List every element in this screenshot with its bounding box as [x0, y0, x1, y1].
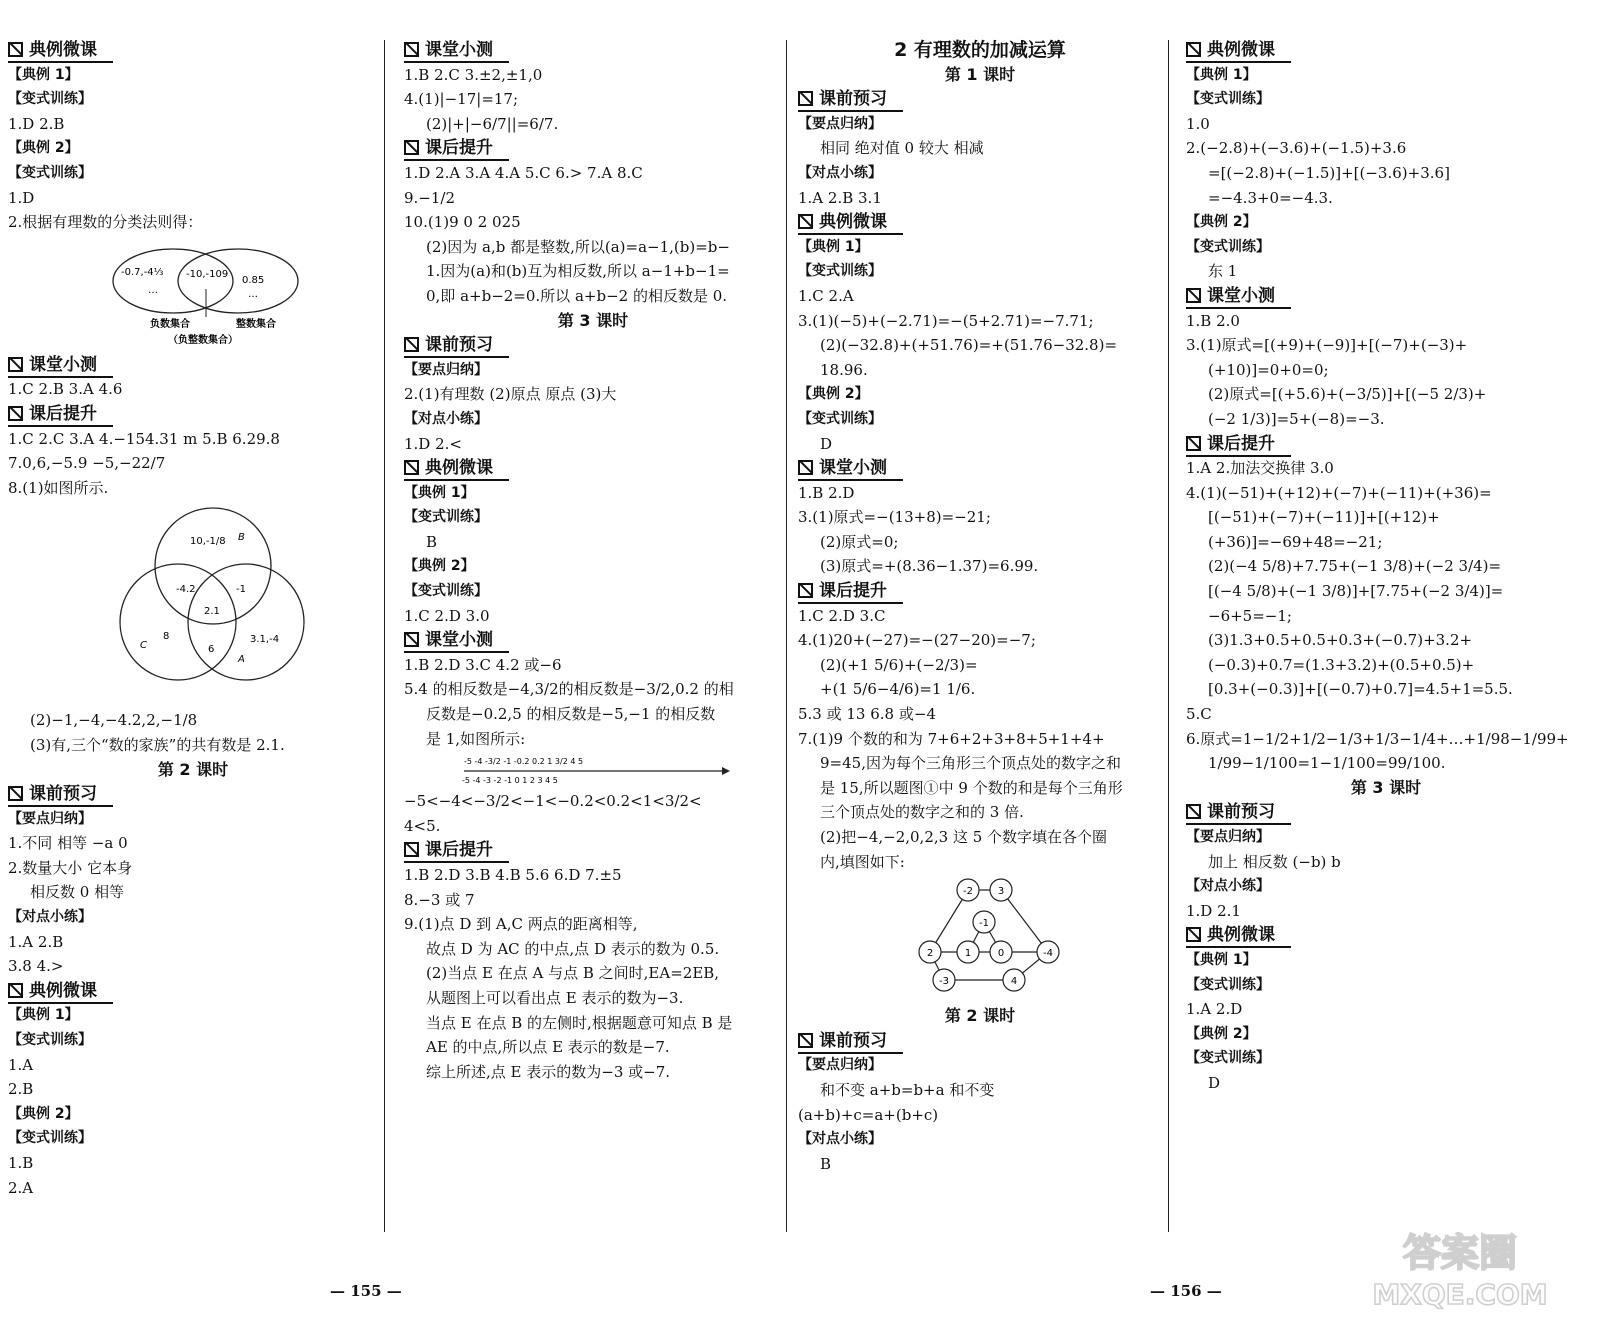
answer-line: [(−51)+(−7)+(−11)]+[(+12)+: [1208, 508, 1440, 527]
node-a: -2: [963, 886, 973, 898]
section-header: 典例微课: [8, 980, 113, 1004]
tag-line: 【典例 2】: [1186, 1025, 1257, 1042]
answer-line: 1.D 2.A 3.A 4.A 5.C 6.> 7.A 8.C: [404, 163, 643, 182]
answer-line: 7.(1)9 个数的和为 7+6+2+3+8+5+1+4+: [798, 729, 1105, 748]
tag-line: 【要点归纳】: [404, 361, 488, 378]
tag-line: 【典例 2】: [8, 140, 79, 157]
answer-line: (3)原式=+(8.36−1.37)=6.99.: [820, 557, 1039, 576]
watermark-logo: [1350, 1226, 1570, 1312]
answer-line: 1.A 2.B: [8, 932, 64, 951]
venn2-c2: -1: [236, 584, 246, 596]
section-icon: [8, 357, 23, 372]
column-1: [8, 38, 378, 1200]
section-icon: [8, 786, 23, 801]
section-icon: [798, 1033, 813, 1048]
column-2: [404, 38, 782, 1084]
answer-line: B: [426, 532, 438, 551]
column-rule-2: [786, 40, 787, 1232]
section-header: 课后提升: [798, 580, 903, 604]
section-header: 课前预习: [798, 88, 903, 112]
lesson-title: 第 2 课时: [944, 1006, 1016, 1026]
node-b: 3: [997, 886, 1005, 898]
section-header: 典例微课: [798, 211, 903, 235]
answer-line: =[(−2.8)+(−1.5)]+[(−3.6)+3.6]: [1208, 163, 1450, 182]
numline-bottom-labels: -5 -4 -3 -2 -1 0 1 2 3 4 5: [462, 776, 558, 786]
venn2-label-c: C: [140, 640, 147, 652]
answer-line: 1.A 2.B 3.1: [798, 188, 882, 207]
answer-line: 和不变 a+b=b+a 和不变: [820, 1080, 995, 1099]
answer-line: 1.B 2.0: [1186, 311, 1240, 330]
venn2-c4: 8: [163, 631, 170, 643]
venn2-b: B: [238, 532, 245, 544]
answer-line: 故点 D 为 AC 的中点,点 D 表示的数为 0.5.: [426, 939, 720, 958]
answer-line: AE 的中点,所以点 E 表示的数是−7.: [426, 1038, 670, 1057]
tag-line: 【典例 1】: [8, 1007, 79, 1024]
answer-line: −5<−4<−3/2<−1<−0.2<0.2<1<3/2<: [404, 792, 702, 811]
section-header: 课后提升: [404, 839, 509, 863]
answer-line: 1.D 2.1: [1186, 901, 1241, 920]
tag-line: 【要点归纳】: [1186, 829, 1270, 845]
chapter-title: 2 有理数的加减运算: [894, 39, 1066, 61]
answer-line: 9=45,因为每个三角形三个顶点处的数字之和: [820, 754, 1121, 773]
section-icon: [8, 406, 23, 421]
venn1-right: 0.85: [242, 274, 265, 286]
answer-line: [0.3+(−0.3)]+[(−0.7)+0.7]=4.5+1=5.5.: [1208, 680, 1513, 699]
answer-line: 3.(1)原式=−(13+8)=−21;: [798, 508, 991, 527]
venn2-label-a: A: [238, 654, 245, 666]
answer-line: 1.D 2.<: [404, 434, 462, 453]
answer-line: 5.4 的相反数是−4,3/2的相反数是−3/2,0.2 的相: [404, 680, 734, 699]
answer-line: 2.A: [8, 1178, 34, 1197]
answer-line: 2.B: [8, 1080, 34, 1099]
tag-line: 【变式训练】: [798, 263, 882, 280]
venn2-a-text: 10,-1/8: [190, 536, 226, 548]
answer-line: 2.根据有理数的分类法则得：: [8, 213, 203, 232]
answer-line: (3)1.3+0.5+0.5+0.3+(−0.7)+3.2+: [1208, 631, 1473, 650]
answer-line: 1.A 2.加法交换律 3.0: [1186, 459, 1334, 478]
tag-line: 【变式训练】: [8, 1130, 92, 1147]
tag-line: 【典例 1】: [1186, 66, 1257, 83]
answer-line: 相同 绝对值 0 较大 相减: [820, 139, 984, 158]
node-h: -3: [939, 976, 949, 988]
answer-line: (2)当点 E 在点 A 与点 B 之间时,EA=2EB,: [426, 964, 720, 983]
tag-line: 【典例 2】: [8, 1105, 79, 1122]
answer-line: 1.C 2.B 3.A 4.6: [8, 380, 123, 399]
answer-line: (−0.3)+0.7=(1.3+3.2)+(0.5+0.5)+: [1208, 655, 1475, 674]
tag-line: 【典例 1】: [8, 66, 79, 83]
venn2-c6: 3.1,-4: [250, 634, 280, 646]
tag-line: 【要点归纳】: [798, 115, 882, 132]
answer-line: 4.(1)(−51)+(+12)+(−7)+(−11)+(+36)=: [1186, 483, 1492, 502]
answer-line: (2)把−4,−2,0,2,3 这 5 个数字填在各个圈: [820, 828, 1108, 846]
tag-line: 【变式训练】: [1186, 976, 1270, 993]
answer-line: 反数是−0.2,5 的相反数是−5,−1 的相反数: [426, 705, 716, 724]
section-icon: [404, 632, 419, 647]
section-icon: [1186, 288, 1201, 303]
tag-line: 【典例 2】: [1186, 214, 1257, 231]
section-icon: [404, 140, 419, 155]
answer-line: 4<5.: [404, 816, 441, 835]
answer-line: 1/99−1/100=1−1/100=99/100.: [1208, 754, 1446, 773]
answer-line: 加上 相反数 (−b) b: [1208, 852, 1341, 871]
column-3: [798, 38, 1162, 1176]
answer-line: (2)因为 a,b 都是整数,所以(a)=a−1,(b)=b−: [426, 237, 730, 256]
page-number-right: — 156 —: [1150, 1282, 1222, 1300]
tag-line: 【变式训练】: [404, 583, 488, 600]
section-header: 课前预习: [404, 334, 509, 358]
venn1-dots2: …: [248, 288, 258, 300]
node-d: 2: [926, 948, 934, 960]
answer-line: (2)(−32.8)+(+51.76)=+(51.76−32.8)=: [820, 336, 1118, 355]
answer-line: 是 15,所以题图①中 9 个数的和是每个三角形: [820, 778, 1123, 797]
answer-line: 1.0: [1186, 114, 1210, 133]
node-f: 0: [997, 948, 1005, 960]
tag-line: 【变式训练】: [8, 91, 92, 108]
answer-line: 从题图上可以看出点 E 表示的数为−3.: [426, 988, 684, 1007]
section-header: 典例微课: [404, 457, 509, 481]
lesson-title: 第 1 课时: [944, 64, 1016, 84]
lesson-title: 第 2 课时: [157, 759, 229, 779]
tag-line: 【变式训练】: [8, 1032, 92, 1049]
section-icon: [1186, 42, 1201, 57]
answer-line: 18.96.: [820, 360, 868, 379]
section-header: 典例微课: [1186, 924, 1291, 948]
tag-line: 【对点小练】: [8, 909, 92, 926]
answer-line: (2)|+|−6/7||=6/7.: [426, 114, 559, 133]
section-header: 课堂小测: [1186, 285, 1291, 309]
tag-line: 【典例 2】: [404, 558, 475, 575]
section-header: 课前预习: [8, 783, 113, 807]
answer-line: 2.(−2.8)+(−3.6)+(−1.5)+3.6: [1186, 139, 1407, 158]
answer-line: 2.(1)有理数 (2)原点 原点 (3)大: [404, 385, 617, 404]
answer-line: 3.8 4.>: [8, 957, 64, 976]
answer-line: 1.B 2.D 3.C 4.2 或−6: [404, 655, 562, 674]
answer-line: (+36)]=−69+48=−21;: [1208, 532, 1383, 551]
answer-line: 10.(1)9 0 2 025: [404, 213, 521, 232]
section-icon: [404, 337, 419, 352]
section-icon: [1186, 804, 1201, 819]
section-icon: [798, 460, 813, 475]
section-header: 课堂小测: [8, 354, 113, 378]
venn-diagram-1: [8, 239, 378, 349]
column-4: [1186, 38, 1586, 1096]
numline-top-labels: -5 -4 -3/2 -1 -0.2 0.2 1 3/2 4 5: [464, 757, 584, 767]
answer-line: 8.(1)如图所示.: [8, 478, 109, 497]
section-icon: [798, 214, 813, 229]
tag-line: 【变式训练】: [1186, 1050, 1270, 1067]
section-header: 课前预习: [1186, 801, 1291, 825]
tag-line: 【变式训练】: [8, 164, 92, 181]
answer-line: (2)(+1 5/6)+(−2/3)=: [820, 655, 978, 674]
answer-line: (2)原式=[(+5.6)+(−3/5)]+[(−5 2/3)+: [1208, 385, 1487, 404]
triangle-circle-diagram: [798, 878, 1162, 1000]
page-number-left: — 155 —: [330, 1282, 402, 1300]
node-g: -4: [1043, 948, 1053, 960]
answer-line: 1.D: [8, 188, 35, 207]
answer-line: 4.(1)20+(−27)=−(27−20)=−7;: [798, 631, 1036, 650]
answer-line: (+10)]=0+0=0;: [1208, 360, 1329, 379]
venn1-label3: （负整数集合）: [168, 334, 238, 346]
section-header: 课后提升: [404, 137, 509, 161]
venn1-label1: 负数集合: [150, 318, 190, 330]
answer-line: 东 1: [1208, 262, 1238, 281]
answer-line: 7.0,6,−5.9 −5,−22/7: [8, 454, 166, 473]
lesson-title: 第 3 课时: [1350, 777, 1422, 797]
tag-line: 【对点小练】: [404, 410, 488, 427]
answer-line: +(1 5/6−4/6)=1 1/6.: [820, 680, 976, 699]
answer-line: 9.(1)点 D 到 A,C 两点的距离相等,: [404, 915, 638, 934]
watermark-top: 答案圈: [1402, 1231, 1518, 1275]
answer-line: 6.原式=1−1/2+1/2−1/3+1/3−1/4+…+1/98−1/99+: [1186, 729, 1569, 748]
column-rule-1: [384, 40, 385, 1232]
venn1-left: -0.7,-4⅓: [121, 266, 164, 278]
answer-line: 1.B: [8, 1154, 34, 1172]
answer-line: (2)−1,−4,−4.2,2,−1/8: [30, 711, 198, 730]
answer-line: (a+b)+c=a+(b+c): [798, 1105, 939, 1124]
answer-line: 1.C 2.A: [798, 286, 854, 305]
section-icon: [798, 583, 813, 598]
tag-line: 【对点小练】: [798, 1131, 882, 1148]
section-header: 课后提升: [8, 403, 113, 427]
node-e: 1: [964, 948, 972, 960]
answer-line: D: [1208, 1073, 1221, 1092]
answer-line: (−2 1/3)]=5+(−8)=−3.: [1208, 409, 1385, 428]
answer-line: 1.不同 相等 −a 0: [8, 834, 128, 853]
tag-line: 【典例 2】: [798, 386, 869, 403]
watermark-bottom: MXQE.COM: [1372, 1278, 1548, 1311]
answer-line: 三个顶点处的数字之和的 3 倍.: [820, 803, 1024, 822]
node-i: 4: [1010, 976, 1018, 988]
section-header: 典例微课: [8, 39, 113, 63]
section-icon: [8, 983, 23, 998]
tag-line: 【变式训练】: [798, 410, 882, 427]
section-header: 课前预习: [798, 1030, 903, 1054]
answer-line: 0,即 a+b−2=0.所以 a+b−2 的相反数是 0.: [426, 286, 728, 305]
section-icon: [1186, 927, 1201, 942]
answer-line: 当点 E 在点 B 的左侧时,根据题意可知点 B 是: [426, 1013, 733, 1032]
answer-line: (3)有,三个“数的家族”的共有数是 2.1.: [30, 735, 285, 754]
tag-line: 【典例 1】: [404, 484, 475, 501]
answer-line: 1.D 2.B: [8, 114, 65, 133]
answer-line: 综上所述,点 E 表示的数为−3 或−7.: [426, 1062, 671, 1081]
lesson-title: 第 3 课时: [557, 310, 629, 330]
venn2-c1: -4.2: [176, 584, 196, 596]
section-icon: [1186, 436, 1201, 451]
answer-line: 3.(1)原式=[(+9)+(−9)]+[(−7)+(−3)+: [1186, 336, 1468, 355]
answer-line: 内,填图如下:: [820, 852, 905, 871]
tag-line: 【典例 1】: [798, 238, 869, 255]
answer-line: 相反数 0 相等: [30, 883, 125, 902]
answer-line: 5.C: [1186, 705, 1212, 724]
venn1-mid: -10,-109: [186, 268, 229, 280]
venn2-c5: 6: [208, 644, 215, 656]
answer-line: 1.C 2.C 3.A 4.−154.31 m 5.B 6.29.8: [8, 429, 280, 448]
answer-line: [(−4 5/8)+(−1 3/8)]+[7.75+(−2 3/4)]=: [1208, 582, 1504, 601]
tag-line: 【变式训练】: [1186, 91, 1270, 108]
section-icon: [8, 42, 23, 57]
answer-line: −6+5=−1;: [1208, 606, 1292, 625]
tag-line: 【对点小练】: [1186, 878, 1270, 895]
answer-line: 8.−3 或 7: [404, 890, 475, 909]
answer-line: 2.数量大小 它本身: [8, 858, 133, 877]
venn2-c3: 2.1: [204, 606, 220, 618]
section-header: 课堂小测: [404, 39, 509, 63]
section-icon: [404, 42, 419, 57]
answer-line: 1.C 2.D 3.0: [404, 606, 490, 625]
column-rule-3: [1168, 40, 1169, 1232]
answer-line: 1.B 2.D: [798, 483, 855, 502]
answer-line: 是 1,如图所示:: [426, 729, 526, 748]
section-header: 典例微课: [1186, 39, 1291, 63]
section-header: 课后提升: [1186, 433, 1291, 457]
answer-line: 1.B 2.D 3.B 4.B 5.6 6.D 7.±5: [404, 866, 622, 884]
section-header: 课堂小测: [404, 629, 509, 653]
answer-line: 1.因为(a)和(b)互为相反数,所以 a−1+b−1=: [426, 262, 730, 281]
answer-line: 9.−1/2: [404, 188, 456, 207]
section-header: 课堂小测: [798, 457, 903, 481]
answer-line: (2)(−4 5/8)+7.75+(−1 3/8)+(−2 3/4)=: [1208, 557, 1502, 576]
answer-line: 1.A 2.D: [1186, 1000, 1243, 1019]
tag-line: 【变式训练】: [1186, 238, 1270, 255]
answer-line: B: [820, 1154, 832, 1173]
answer-line: =−4.3+0=−4.3.: [1208, 188, 1333, 207]
tag-line: 【对点小练】: [798, 164, 882, 181]
section-icon: [404, 842, 419, 857]
answer-line: 1.B 2.C 3.±2,±1,0: [404, 65, 543, 84]
section-icon: [798, 91, 813, 106]
number-line: [404, 755, 782, 785]
venn-diagram-2: [8, 504, 378, 704]
tag-line: 【要点归纳】: [8, 810, 92, 827]
answer-line: D: [820, 434, 833, 453]
node-c: -1: [979, 918, 989, 930]
answer-line: 1.C 2.D 3.C: [798, 606, 886, 625]
answer-line: 4.(1)|−17|=17;: [404, 90, 519, 109]
answer-line: (2)原式=0;: [820, 532, 899, 551]
tag-line: 【要点归纳】: [798, 1057, 882, 1074]
tag-line: 【典例 1】: [1186, 951, 1257, 968]
answer-line: 5.3 或 13 6.8 或−4: [798, 705, 936, 724]
section-icon: [404, 460, 419, 475]
venn1-dots: …: [148, 284, 158, 296]
venn1-label2: 整数集合: [236, 318, 276, 330]
tag-line: 【变式训练】: [404, 509, 488, 526]
answer-line: 1.A: [8, 1055, 34, 1074]
answer-line: 3.(1)(−5)+(−2.71)=−(5+2.71)=−7.71;: [798, 311, 1094, 330]
